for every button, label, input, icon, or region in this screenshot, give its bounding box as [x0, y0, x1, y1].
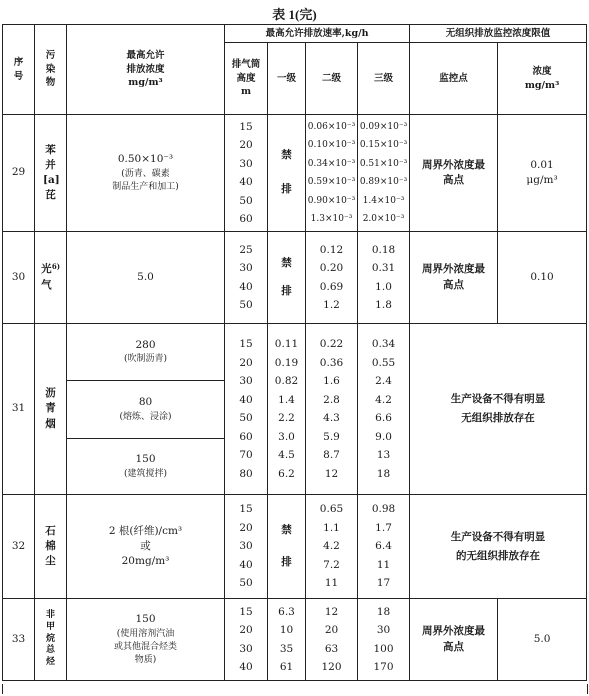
row29-conc-note-1: (沥青、碳素 — [121, 168, 170, 179]
row33-conc-line-3: 或其他混合烃类 — [113, 641, 177, 652]
header-grade1: 一级 — [268, 43, 306, 115]
grade3-cell: 2.0×10⁻³ — [362, 214, 405, 224]
height-cell: 15 — [239, 338, 253, 350]
header-max-conc-unit: mg/m³ — [128, 77, 163, 89]
row33-grade1 — [268, 599, 306, 681]
row31-seq: 31 — [3, 324, 35, 495]
height-cell: 40 — [239, 280, 253, 293]
header-rate-group: 最高允许排放速率,kg/h — [225, 25, 410, 43]
grade1-cell: 0.19 — [274, 356, 299, 369]
grade3-cell: 0.98 — [371, 503, 396, 516]
header-max-conc — [67, 25, 225, 115]
height-cell: 40 — [239, 661, 253, 673]
row30-grade2 — [306, 232, 358, 324]
row32-grade2 — [306, 495, 358, 599]
row29-pollutant: 苯并[a]芘 — [35, 115, 67, 232]
height-cell: 20 — [239, 356, 253, 369]
header-stack-height-label: 排气筒高度 — [231, 58, 261, 84]
row29-conc-value: 0.50×10⁻³ — [117, 153, 174, 166]
grade1-cell: 2.2 — [278, 412, 295, 424]
height-cell: 50 — [239, 412, 253, 424]
row29-grade2 — [306, 115, 358, 232]
grade2-cell: 0.06×10⁻³ — [307, 121, 356, 132]
row33-conc-line-1: 150 — [135, 613, 156, 626]
row31-grade2 — [306, 324, 358, 495]
row31-conc-note-2: (熔炼、浸涂) — [119, 411, 172, 422]
row32-heights — [225, 495, 268, 599]
row30-pollutant — [35, 232, 67, 324]
row29-grade1: 禁排 — [268, 115, 306, 232]
table-continuation-border — [2, 684, 588, 694]
table-row-32 — [3, 495, 587, 599]
grade2-cell: 7.2 — [323, 558, 340, 571]
height-cell: 15 — [239, 605, 253, 618]
grade3-cell: 2.4 — [375, 375, 392, 387]
row31-conc-group-2 — [67, 381, 225, 439]
header-grade2: 二级 — [306, 43, 358, 115]
header-concentration-label: 浓度 — [532, 65, 552, 77]
grade2-cell: 0.22 — [319, 338, 344, 350]
grade3-cell: 18 — [376, 605, 391, 618]
row29-conc — [67, 115, 225, 232]
grade3-cell: 6.4 — [375, 540, 392, 553]
header-stack-unit: m — [240, 86, 252, 98]
height-cell: 40 — [239, 393, 253, 406]
row30-monitor: 周界外浓度最高点 — [410, 232, 498, 324]
header-pollutant: 污染物 — [35, 25, 67, 115]
height-cell: 60 — [239, 430, 253, 443]
row31-conc-group-1 — [67, 324, 225, 381]
height-cell: 30 — [239, 157, 253, 170]
grade3-cell: 30 — [376, 624, 391, 636]
height-cell: 30 — [239, 540, 253, 553]
grade2-cell: 0.20 — [319, 262, 344, 274]
row32-fugitive: 生产设备不得有明显的无组织排放存在 — [410, 495, 587, 599]
row30-fugitive-conc: 0.10 — [498, 232, 587, 324]
grade1-cell: 0.11 — [274, 338, 299, 350]
height-cell: 40 — [239, 176, 253, 188]
height-cell: 15 — [239, 503, 253, 516]
grade2-cell: 0.69 — [319, 280, 344, 293]
grade3-cell: 0.51×10⁻³ — [359, 158, 408, 169]
row33-seq: 33 — [3, 599, 35, 681]
row32-grade3 — [358, 495, 410, 599]
grade3-cell: 0.09×10⁻³ — [359, 121, 408, 132]
row31-conc-value-1: 280 — [135, 338, 156, 351]
row33-grade2 — [306, 599, 358, 681]
grade2-cell: 4.2 — [323, 540, 340, 553]
row31-conc-group-3 — [67, 439, 225, 495]
height-cell: 20 — [239, 624, 253, 636]
header-concentration-unit: mg/m³ — [524, 79, 560, 91]
height-cell: 15 — [239, 120, 253, 133]
grade3-cell: 13 — [376, 449, 391, 461]
grade3-cell: 0.55 — [371, 356, 396, 369]
grade3-cell: 170 — [373, 661, 394, 673]
row31-conc-note-1: (吹制沥青) — [123, 354, 168, 365]
row31-pollutant: 沥青烟 — [35, 324, 67, 495]
grade3-cell: 17 — [376, 577, 391, 590]
grade3-cell: 0.18 — [371, 243, 396, 256]
row29-monitor: 周界外浓度最高点 — [410, 115, 498, 232]
row32-conc-line-2: 或 — [140, 539, 151, 552]
grade2-cell: 120 — [321, 661, 342, 673]
grade1-cell: 6.3 — [278, 605, 295, 618]
row29-fugitive-unit: μg/m³ — [526, 174, 558, 186]
row33-pollutant: 非甲烷总烃 — [35, 599, 67, 681]
height-cell: 30 — [239, 375, 253, 387]
grade2-cell: 63 — [324, 642, 339, 655]
grade2-cell: 12 — [324, 605, 339, 618]
table-row-30 — [3, 232, 587, 324]
grade3-cell: 0.34 — [371, 338, 396, 350]
grade2-cell: 0.10×10⁻³ — [307, 140, 356, 150]
grade3-cell: 6.6 — [375, 412, 392, 424]
grade1-cell: 10 — [279, 624, 294, 636]
row30-pollutant-text: 光气 — [41, 263, 52, 291]
row32-conc — [67, 495, 225, 599]
table-row-29 — [3, 115, 587, 232]
header-seq: 序号 — [3, 25, 35, 115]
grade3-cell: 1.8 — [375, 299, 392, 311]
row30-grade3 — [358, 232, 410, 324]
row33-conc-line-2: (使用溶剂汽油 — [116, 628, 175, 639]
grade2-cell: 0.65 — [319, 503, 344, 516]
height-cell: 60 — [239, 213, 253, 225]
grade1-cell: 3.0 — [278, 430, 295, 443]
row32-seq: 32 — [3, 495, 35, 599]
grade1-cell: 6.2 — [278, 467, 295, 480]
grade2-cell: 4.3 — [323, 412, 340, 424]
grade2-cell: 5.9 — [323, 430, 340, 443]
row29-fugitive-conc: 0.01 — [530, 158, 554, 171]
height-cell: 30 — [239, 642, 253, 655]
grade2-cell: 0.90×10⁻³ — [307, 195, 356, 206]
grade3-cell: 0.89×10⁻³ — [359, 177, 408, 187]
grade1-cell: 4.5 — [278, 449, 295, 461]
height-cell: 25 — [239, 243, 253, 256]
header-max-conc-label: 最高允许排放浓度 — [126, 49, 165, 75]
grade1-cell: 61 — [279, 661, 294, 673]
header-monitor-point: 监控点 — [410, 43, 498, 115]
grade2-cell: 1.2 — [323, 299, 340, 311]
table-title: 表 1(完) — [272, 7, 317, 22]
grade2-cell: 20 — [324, 624, 339, 636]
grade3-cell: 11 — [376, 558, 391, 571]
header-fugitive-group: 无组织排放监控浓度限值 — [410, 25, 587, 43]
grade3-cell: 0.31 — [371, 262, 396, 274]
height-cell: 50 — [239, 194, 253, 207]
row31-conc-note-3: (建筑搅拌) — [123, 468, 168, 479]
grade2-cell: 1.3×10⁻³ — [310, 214, 353, 224]
grade2-cell: 0.36 — [319, 356, 344, 369]
height-cell: 20 — [239, 139, 253, 151]
header-grade3: 三级 — [358, 43, 410, 115]
grade1-cell: 1.4 — [278, 393, 295, 406]
grade2-cell: 0.34×10⁻³ — [307, 158, 356, 169]
row30-grade1: 禁排 — [268, 232, 306, 324]
row31-fugitive: 生产设备不得有明显无组织排放存在 — [410, 324, 587, 495]
row31-grade1 — [268, 324, 306, 495]
grade1-cell: 35 — [279, 642, 294, 655]
row32-conc-line-1: 2 根(纤维)/cm³ — [108, 524, 183, 537]
height-cell: 50 — [239, 577, 253, 590]
grade2-cell: 0.59×10⁻³ — [307, 177, 356, 187]
row30-heights — [225, 232, 268, 324]
grade2-cell: 0.12 — [319, 243, 344, 256]
grade2-cell: 1.6 — [323, 375, 340, 387]
grade3-cell: 1.4×10⁻³ — [362, 195, 405, 206]
header-stack-height — [225, 43, 268, 115]
row32-grade1: 禁排 — [268, 495, 306, 599]
row33-conc — [67, 599, 225, 681]
height-cell: 40 — [239, 558, 253, 571]
grade3-cell: 100 — [373, 642, 394, 655]
row31-heights — [225, 324, 268, 495]
grade3-cell: 18 — [376, 467, 391, 480]
row31-conc-value-3: 150 — [135, 453, 156, 466]
grade2-cell: 11 — [324, 577, 339, 590]
row32-pollutant: 石棉尘 — [35, 495, 67, 599]
grade2-cell: 1.1 — [323, 521, 340, 534]
grade3-cell: 9.0 — [375, 430, 392, 443]
height-cell: 50 — [239, 299, 253, 311]
row29-seq: 29 — [3, 115, 35, 232]
row31-conc-value-2: 80 — [138, 396, 153, 409]
row32-conc-line-3: 20mg/m³ — [121, 555, 170, 568]
grade2-cell: 12 — [324, 467, 339, 480]
row33-fugitive-conc: 5.0 — [498, 599, 587, 681]
row33-conc-line-4: 物质) — [134, 654, 157, 665]
grade3-cell: 1.7 — [375, 521, 392, 534]
height-cell: 30 — [239, 262, 253, 274]
height-cell: 20 — [239, 521, 253, 534]
row31-grade3 — [358, 324, 410, 495]
grade1-cell: 0.82 — [274, 375, 299, 387]
row30-pollutant-note: 6) — [51, 262, 61, 272]
row30-conc: 5.0 — [67, 232, 225, 324]
table-row-33 — [3, 599, 587, 681]
row29-fugitive — [498, 115, 587, 232]
row33-monitor: 周界外浓度最高点 — [410, 599, 498, 681]
row29-grade3 — [358, 115, 410, 232]
row33-heights — [225, 599, 268, 681]
row33-grade3 — [358, 599, 410, 681]
emission-limits-table — [2, 24, 587, 681]
grade3-cell: 4.2 — [375, 393, 392, 406]
row29-conc-note-2: 制品生产和加工) — [112, 181, 179, 192]
table-row-31 — [3, 324, 587, 381]
grade3-cell: 1.0 — [375, 280, 392, 293]
grade2-cell: 2.8 — [323, 393, 340, 406]
grade3-cell: 0.15×10⁻³ — [359, 140, 408, 150]
height-cell: 80 — [239, 467, 253, 480]
header-row-1 — [3, 25, 587, 43]
grade2-cell: 8.7 — [323, 449, 340, 461]
height-cell: 70 — [239, 449, 253, 461]
row29-heights — [225, 115, 268, 232]
header-concentration — [498, 43, 587, 115]
row30-seq: 30 — [3, 232, 35, 324]
